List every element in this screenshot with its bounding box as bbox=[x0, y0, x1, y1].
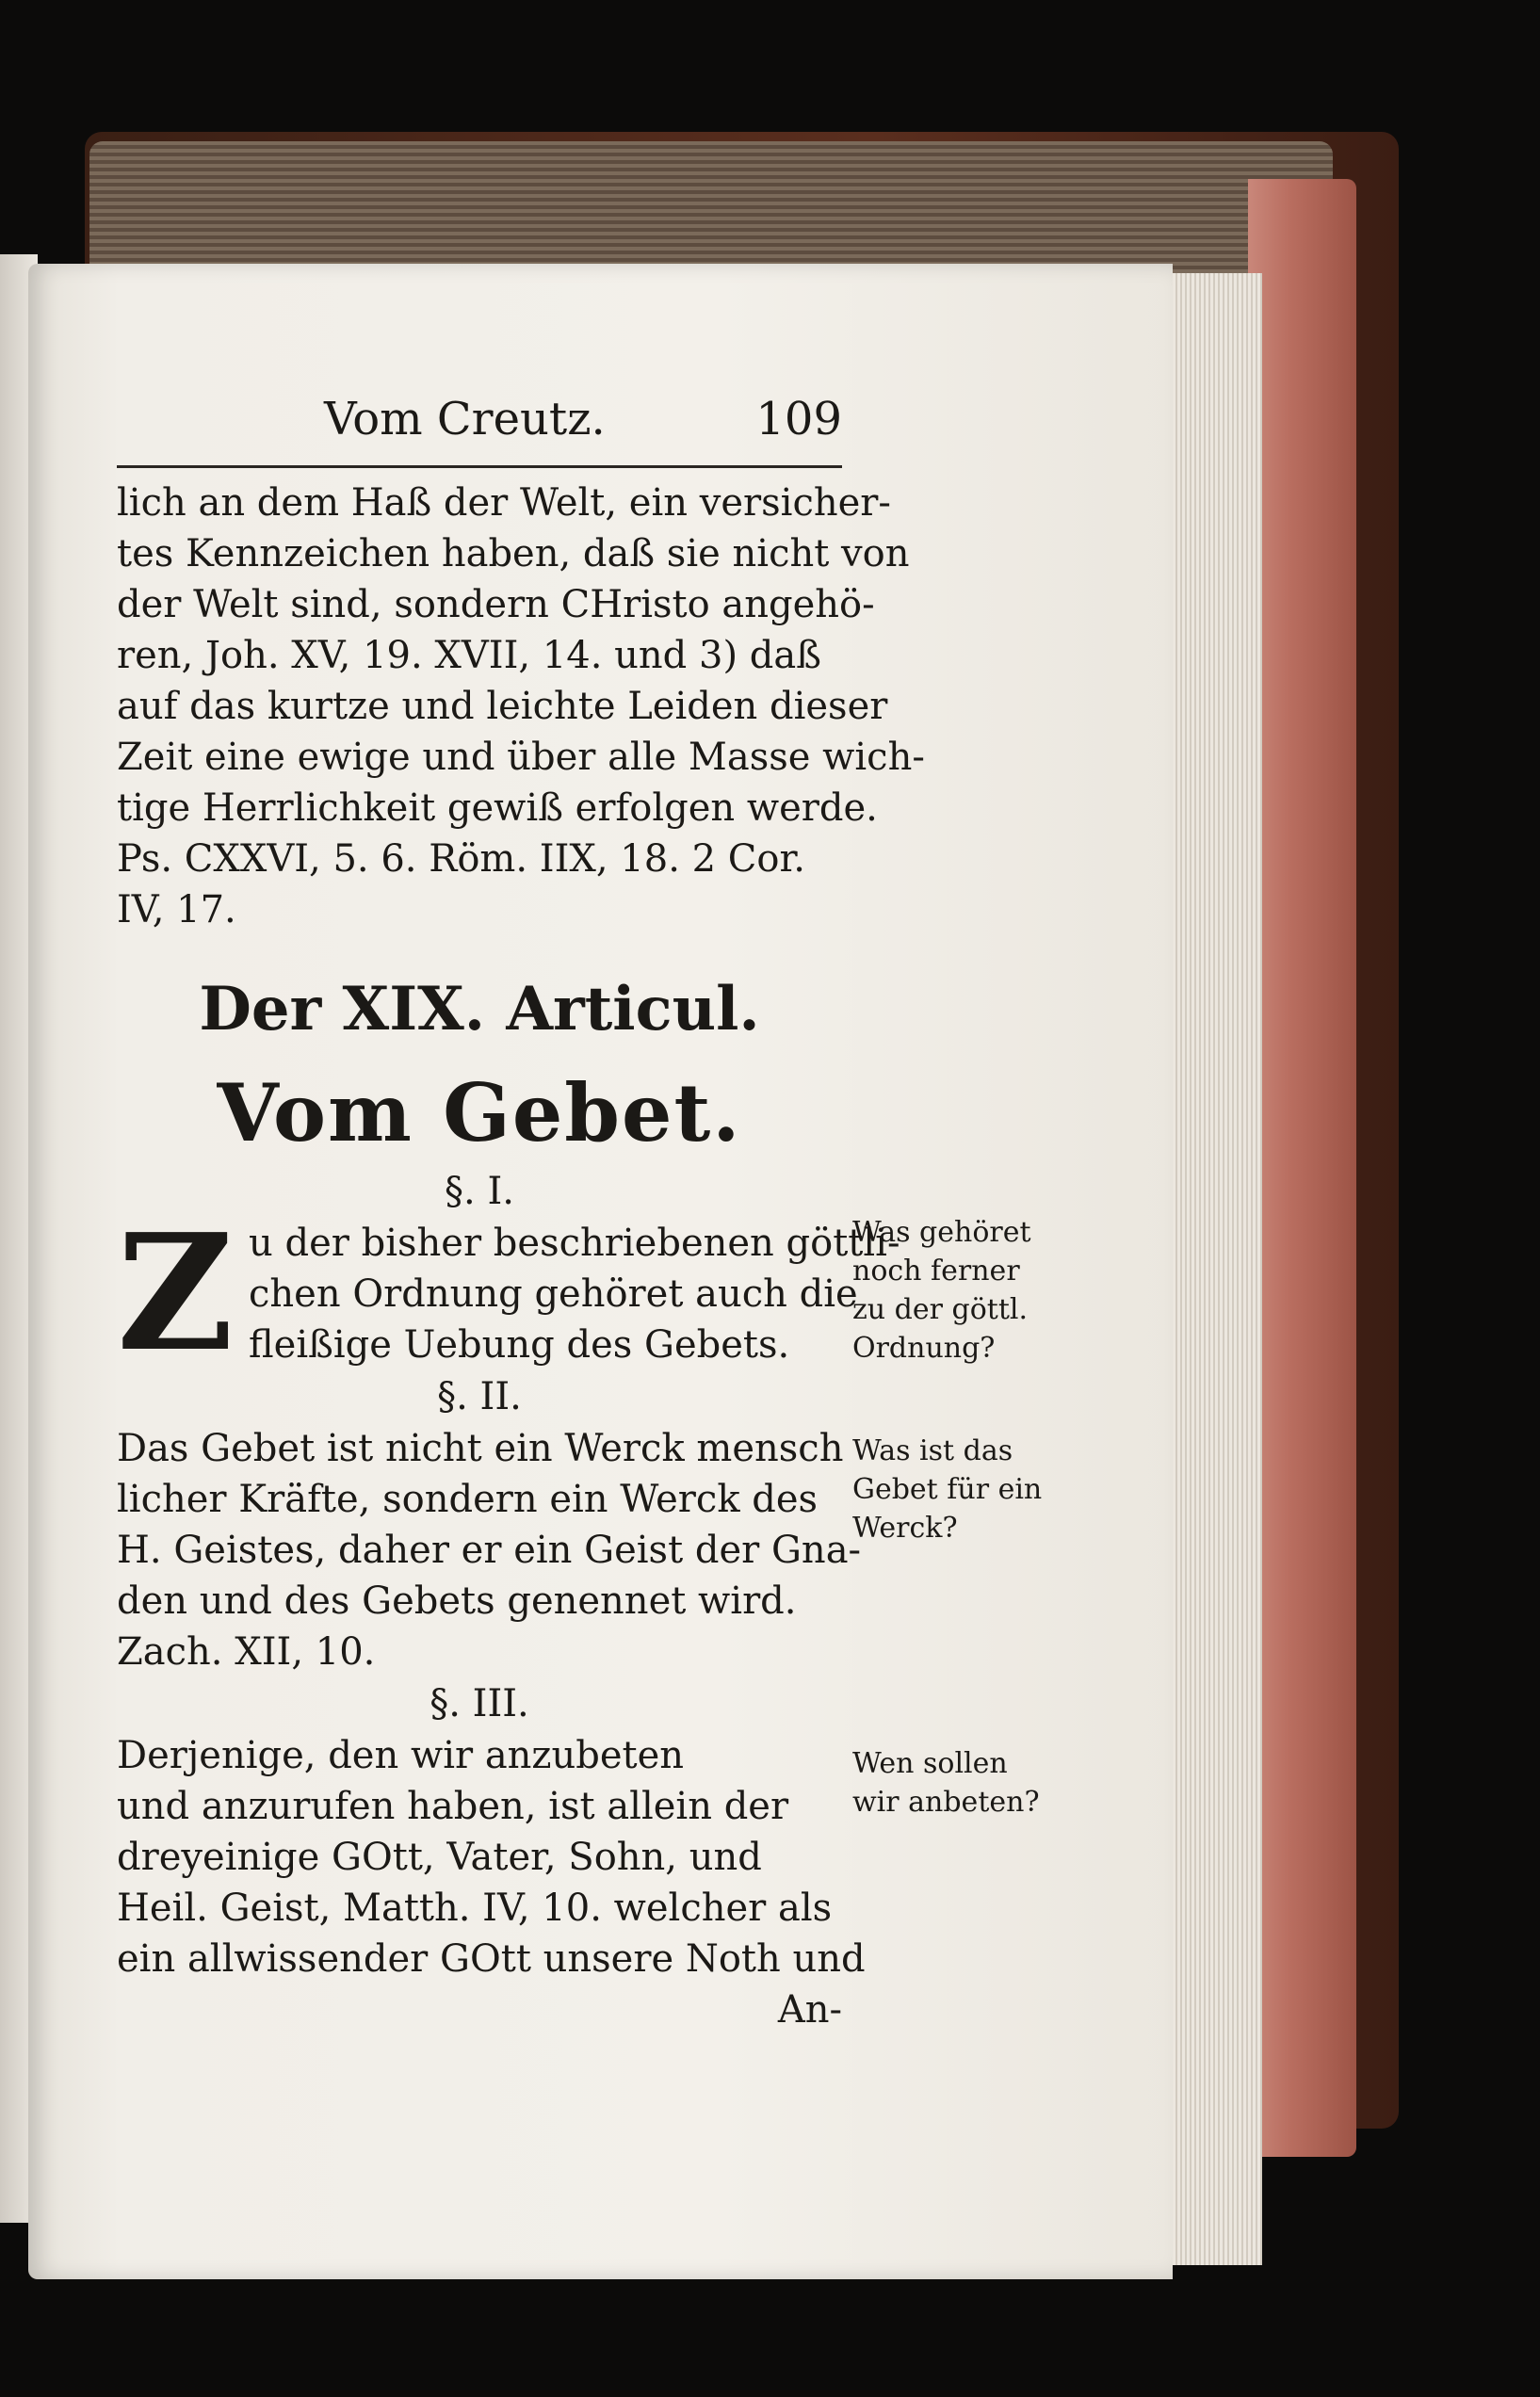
margin-note-line: Ordnung? bbox=[852, 1332, 996, 1365]
text-line: chen Ordnung gehöret auch die bbox=[249, 1272, 858, 1316]
top-page-edge bbox=[89, 141, 1333, 273]
intro-paragraph bbox=[117, 478, 925, 935]
section-mark: §. III. bbox=[430, 1682, 529, 1725]
fore-edge bbox=[1248, 179, 1356, 2157]
text-line: fleißige Uebung des Gebets. bbox=[249, 1323, 790, 1367]
text-line: ein allwissender GOtt unsere Noth und bbox=[117, 1937, 866, 1981]
text-line: der Welt sind, sondern CHristo angehö- bbox=[117, 583, 875, 626]
text-line: auf das kurtze und leichte Leiden dieser bbox=[117, 685, 888, 728]
page-number: 109 bbox=[755, 393, 842, 445]
margin-note-line: wir anbeten? bbox=[852, 1786, 1040, 1819]
text-line: Das Gebet ist nicht ein Werck mensch bbox=[117, 1427, 844, 1470]
margin-note-line: noch ferner bbox=[852, 1255, 1020, 1288]
text-line: tes Kennzeichen haben, daß sie nicht von bbox=[117, 532, 910, 575]
head-rule bbox=[117, 465, 842, 468]
text-line: IV, 17. bbox=[117, 888, 236, 931]
page-stack bbox=[1159, 273, 1262, 2265]
margin-note-line: Werck? bbox=[852, 1512, 958, 1545]
running-head bbox=[117, 377, 842, 462]
section-2-paragraph bbox=[117, 1423, 862, 1677]
section-1-paragraph bbox=[117, 1199, 900, 1387]
drop-cap: Z bbox=[117, 1199, 235, 1387]
text-line: tige Herrlichkeit gewiß erfolgen werde. bbox=[117, 786, 878, 830]
text-line: licher Kräfte, sondern ein Werck des bbox=[117, 1478, 819, 1521]
running-head-title: Vom Creutz. bbox=[324, 393, 606, 445]
text-line: Heil. Geist, Matth. IV, 10. welcher als bbox=[117, 1887, 833, 1930]
text-line: den und des Gebets genennet wird. bbox=[117, 1579, 797, 1623]
section-mark: §. I. bbox=[445, 1170, 514, 1213]
margin-note bbox=[852, 1432, 1069, 1547]
section-mark: §. II. bbox=[437, 1375, 522, 1418]
margin-note bbox=[852, 1213, 1069, 1368]
text-line: H. Geistes, daher er ein Geist der Gna- bbox=[117, 1529, 862, 1572]
text-line: Derjenige, den wir anzubeten bbox=[117, 1734, 685, 1777]
margin-note-line: Gebet für ein bbox=[852, 1473, 1043, 1506]
margin-note-line: zu der göttl. bbox=[852, 1293, 1029, 1326]
text-line: lich an dem Haß der Welt, ein versicher- bbox=[117, 481, 891, 525]
catchword: An- bbox=[777, 1988, 842, 2032]
article-heading: Der XIX. Articul. bbox=[199, 974, 760, 1045]
text-line: dreyeinige GOtt, Vater, Sohn, und bbox=[117, 1836, 762, 1879]
text-line: u der bisher beschriebenen göttli- bbox=[249, 1222, 900, 1265]
text-line: Ps. CXXVI, 5. 6. Röm. IIX, 18. 2 Cor. bbox=[117, 837, 805, 881]
text-line: Zach. XII, 10. bbox=[117, 1630, 376, 1674]
text-block bbox=[117, 377, 925, 2035]
text-line: Zeit eine ewige und über alle Masse wich- bbox=[117, 736, 925, 779]
section-3-paragraph bbox=[117, 1730, 866, 1984]
margin-note-line: Was ist das bbox=[852, 1434, 1013, 1467]
margin-note-line: Wen sollen bbox=[852, 1747, 1008, 1780]
chapter-heading: Vom Gebet. bbox=[217, 1066, 742, 1159]
text-line: ren, Joh. XV, 19. XVII, 14. und 3) daß bbox=[117, 634, 821, 677]
margin-note bbox=[852, 1744, 1069, 1822]
margin-note-line: Was gehöret bbox=[852, 1216, 1031, 1249]
text-line: und anzurufen haben, ist allein der bbox=[117, 1785, 789, 1828]
